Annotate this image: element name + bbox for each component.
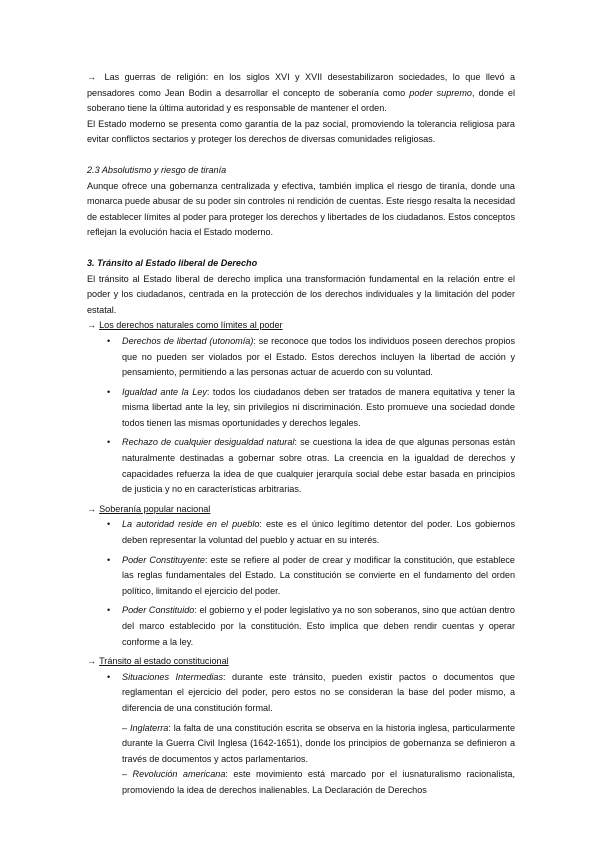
intro-text-a: Las guerras de religión: en los siglos XVI y XVII desestabilizaron sociedades, lo que llevó a pensadores como Jean Bodin a desarrollar el concepto de soberanía como xyxy=(87,72,515,98)
section-2-3-text: Aunque ofrece una gobernanza centralizada y efectiva, también implica el riesgo de tiranía, donde una monarca puede abusar de su poder sin controles ni rendición de cuentas. Este riesgo resalta la necesidad de establecer límites al poder para proteger los derechos y libertades de los ciudadanos. Estos conceptos reflejan la evolución hacia el Estado moderno. xyxy=(87,180,515,238)
subsection-2-list xyxy=(87,517,515,650)
subsection-1-list xyxy=(87,334,515,498)
dash-icon: – xyxy=(122,722,128,733)
inglaterra-paragraph xyxy=(122,721,515,768)
list-item xyxy=(87,670,515,717)
dash-icon: – xyxy=(122,769,128,780)
subsection-2-title xyxy=(87,502,515,518)
bullet-icon: • xyxy=(107,437,111,448)
section-3-text: El tránsito al Estado liberal de derecho implica una transformación fundamental en la relación entre el poder y los ciudadanos, centrada en la protección de los derechos individuales y la limitación del poder estatal. xyxy=(87,273,515,315)
bullet-icon: • xyxy=(107,335,111,346)
list-item-term: La autoridad reside en el pueblo xyxy=(122,519,260,530)
intro-text-b: , donde el soberano tiene la última autoridad y es responsable de mantener el orden. xyxy=(87,87,516,114)
arrow-icon: → xyxy=(87,320,97,331)
inglaterra-term: Inglaterra xyxy=(129,722,169,733)
list-item-term: Derechos de libertad (utonomía) xyxy=(122,335,254,346)
list-item-text: : este se refiere al poder de crear y modificar la constitución, que establece las reglas fundamentales del Estado. La constitución se convierte en el fundamento del orden político, limitando el ejercicio del poder. xyxy=(122,554,515,596)
list-item xyxy=(87,603,515,650)
subsection-3-title xyxy=(87,654,515,670)
subsection-1-title-text: Los derechos naturales como límites al poder xyxy=(99,320,283,331)
list-item xyxy=(87,435,515,497)
list-item-text: : el gobierno y el poder legislativo ya no son soberanos, sino que actúan dentro del marco establecido por la constitución. Esto implica que deben rendir cuentas y operar conforme a la ley. xyxy=(122,605,515,647)
arrow-icon: → xyxy=(87,503,97,514)
list-item xyxy=(87,553,515,600)
list-item-term: Poder Constituido xyxy=(122,605,195,616)
subsection-2-title-text: Soberanía popular nacional xyxy=(99,503,211,514)
bullet-icon: • xyxy=(107,605,111,616)
intro-paragraph-1 xyxy=(87,70,515,117)
list-item-term: Situaciones Intermedias xyxy=(122,671,224,682)
list-item-term: Igualdad ante la Ley xyxy=(122,386,207,397)
bullet-icon: • xyxy=(107,386,111,397)
subsection-1-title xyxy=(87,318,515,334)
list-item-text: : este es el único legítimo detentor del poder. Los gobiernos deben representar la voluntad del pueblo y actuar en su interés. xyxy=(122,519,516,546)
list-item-text: : durante este tránsito, pueden existir pactos o documentos que reglamentan el ejercicio del poder, pero estos no se consideran la base del poder mismo, a diferencia de una constitución formal. xyxy=(122,671,515,713)
bullet-icon: • xyxy=(107,519,111,530)
subsection-3-list xyxy=(87,670,515,717)
list-item-text: : se cuestiona la idea de que algunas personas están naturalmente destinadas a gobernar sobre otras. La creencia en la igualdad de derechos y capacidades refuerza la idea de que cualquier jerarquía social debe estar basada en principios de justicia y no en características arbitrarias. xyxy=(122,437,515,495)
inglaterra-text: : la falta de una constitución escrita se observa en la historia inglesa, particularmente durante la Guerra Civil Inglesa (1642-1651), donde los principios de gobernanza se definieron a través de documentos y actos parlamentarios. xyxy=(122,722,515,764)
revolucion-term: Revolución americana xyxy=(132,769,226,780)
list-item-text: : se reconoce que todos los individuos poseen derechos propios que no pueden ser violados por el Estado. Estos derechos incluyen la libertad de acción y pensamiento, permitiendo a las personas actuar de acuerdo con su voluntad. xyxy=(122,335,515,378)
revolucion-paragraph xyxy=(122,767,515,798)
arrow-icon: → xyxy=(87,656,97,667)
list-item-term: Poder Constituyente xyxy=(122,554,205,565)
bullet-icon: • xyxy=(107,554,111,565)
section-2-3-heading: 2.3 Absolutismo y riesgo de tiranía xyxy=(87,164,227,175)
document-content xyxy=(87,70,515,799)
list-item xyxy=(87,517,515,548)
list-item xyxy=(87,334,515,381)
list-item xyxy=(87,385,515,432)
subsection-3-title-text: Tránsito al estado constitucional xyxy=(99,656,229,667)
bullet-icon: • xyxy=(107,671,111,682)
intro-emphasis: poder supremo xyxy=(409,87,472,98)
arrow-icon: → xyxy=(87,72,97,82)
revolucion-text: : este movimiento está marcado por el iusnaturalismo racionalista, promoviendo la idea de derechos inalienables. La Declaración de Derechos xyxy=(122,769,515,795)
section-3-heading: 3. Tránsito al Estado liberal de Derecho xyxy=(87,257,258,268)
list-item-text: : todos los ciudadanos deben ser tratados de manera equitativa y tener la misma libertad ante la ley, sin privilegios ni discriminación. Esto promueve una sociedad donde todos tienen las mismas oportunidades y derechos legales. xyxy=(122,386,515,428)
list-item-term: Rechazo de cualquier desigualdad natural xyxy=(122,437,295,448)
intro-paragraph-2: El Estado moderno se presenta como garantía de la paz social, promoviendo la tolerancia religiosa para evitar conflictos sectarios y proteger los derechos de diversas comunidades religiosas. xyxy=(87,118,515,145)
